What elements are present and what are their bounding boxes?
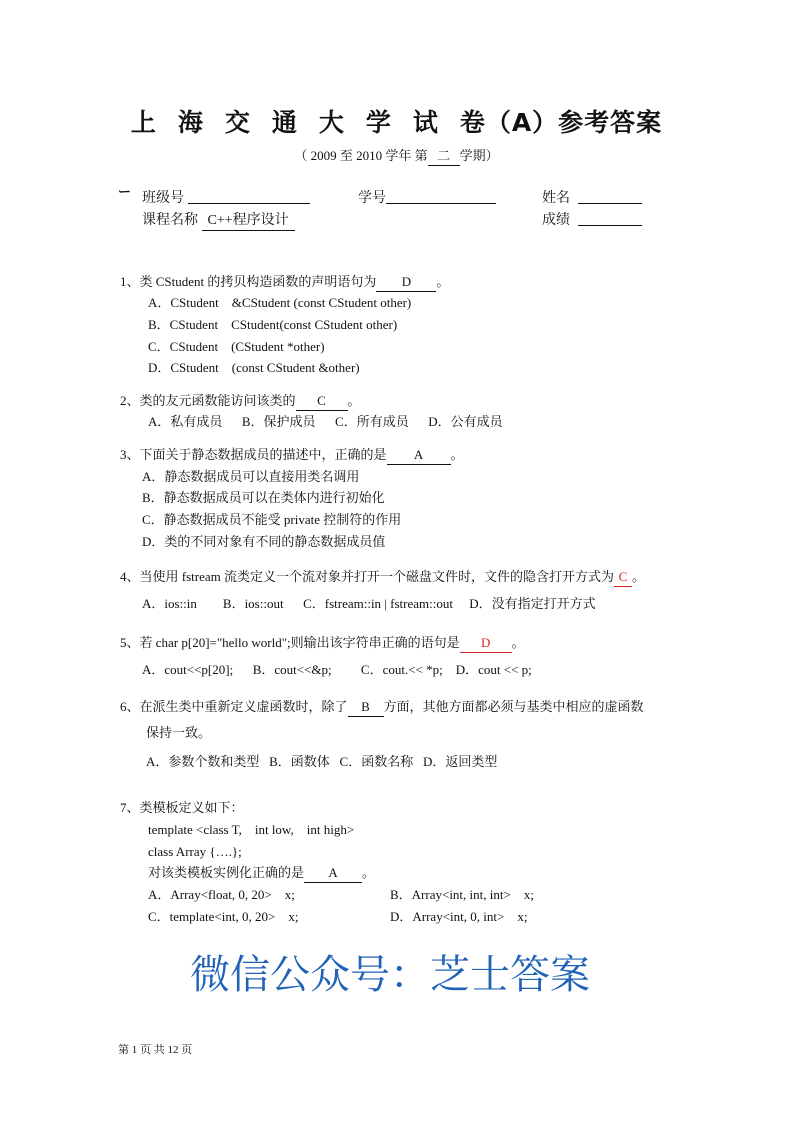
answer-blank: A: [387, 446, 451, 465]
answer-blank: D: [376, 273, 436, 292]
term-value: 二: [428, 147, 460, 166]
question-7-ask: [148, 864, 375, 883]
answer-blank: C: [296, 392, 348, 411]
option: B．CStudent CStudent(const CStudent other): [148, 317, 398, 332]
option: C．静态数据成员不能受 private 控制符的作用: [142, 512, 402, 527]
option: A．Array<float, 0, 20> x;: [148, 887, 295, 902]
course-field: [142, 212, 295, 231]
options-line: A．cout<<p[20]; B．cout<<&p; C．cout.<< *p; D．cout << p;: [142, 662, 532, 677]
question-stem-cont: 保持一致。: [146, 725, 212, 740]
question-1: [120, 273, 449, 292]
question-stem: 3、下面关于静态数据成员的描述中，正确的是: [120, 447, 387, 462]
options-line: A．参数个数和类型 B．函数体 C．函数名称 D．返回类型: [146, 754, 498, 769]
name-blank: [578, 190, 642, 204]
options-line: A．私有成员 B．保护成员 C．所有成员 D．公有成员: [148, 414, 503, 429]
answer-blank: A: [304, 864, 362, 883]
id-label: 学号: [358, 191, 386, 206]
question-stem: 对该类模板实例化正确的是: [148, 865, 305, 880]
answer-blank: C: [614, 568, 632, 587]
question-stem: 2、类的友元函数能访问该类的: [120, 393, 296, 408]
options-line: A．ios::in B．ios::out C．fstream::in | fstream::out D．没有指定打开方式: [142, 596, 596, 611]
name-label: 姓名: [542, 191, 570, 206]
page-title: [0, 106, 793, 140]
score-field: [542, 212, 642, 230]
code-line: template <class T, int low, int high>: [148, 822, 355, 837]
question-2: [120, 392, 361, 411]
code-line: class Array {….};: [148, 844, 242, 859]
question-4: [120, 568, 645, 587]
question-3: [120, 446, 464, 465]
option: A．静态数据成员可以直接用类名调用: [142, 469, 360, 484]
score-label: 成绩: [542, 213, 570, 228]
dash-mark: ー: [118, 184, 132, 199]
title-part: 卷（A）参考答案: [459, 108, 663, 137]
subtitle: [0, 147, 793, 166]
stem-end: 。: [362, 865, 376, 880]
course-value: C++程序设计: [202, 212, 295, 231]
question-6: [120, 698, 644, 717]
option: C．template<int, 0, 20> x;: [148, 909, 299, 924]
class-label: 班级号: [142, 191, 184, 206]
class-blank: [188, 190, 310, 204]
question-stem: 1、类 CStudent 的拷贝构造函数的声明语句为: [120, 274, 377, 289]
option: A．CStudent &CStudent (const CStudent other): [148, 295, 412, 310]
question-7: 7、类模板定义如下：: [120, 800, 244, 815]
course-label: 课程名称: [142, 213, 198, 228]
question-stem: 5、若 char p[20]="hello world";则输出该字符串正确的语句是: [120, 635, 460, 650]
option: D．CStudent (const CStudent &other): [148, 360, 360, 375]
watermark: 微信公众号：芝士答案: [190, 952, 590, 998]
page-footer: 第 1 页 共 12 页: [118, 1044, 193, 1056]
question-stem: 6、在派生类中重新定义虚函数时，除了: [120, 699, 348, 714]
stem-end: 。: [511, 635, 525, 650]
title-part: 上海交通大学试: [130, 108, 460, 137]
option: D．Array<int, 0, int> x;: [390, 909, 528, 924]
question-5: [120, 634, 525, 653]
stem-end: 。: [450, 447, 464, 462]
score-blank: [578, 212, 642, 226]
option: D．类的不同对象有不同的静态数据成员值: [142, 534, 386, 549]
option: B．Array<int, int, int> x;: [390, 887, 534, 902]
class-field: [142, 190, 310, 208]
option: B．静态数据成员可以在类体内进行初始化: [142, 490, 385, 505]
answer-blank: D: [460, 634, 512, 653]
stem-end: 。: [436, 274, 450, 289]
id-field: [358, 190, 496, 208]
name-field: [542, 190, 642, 208]
subtitle-post: 学期）: [459, 148, 499, 163]
stem-end: 。: [631, 569, 645, 584]
question-stem: 4、当使用 fstream 流类定义一个流对象并打开一个磁盘文件时，文件的隐含打开方式为: [120, 569, 614, 584]
option: C．CStudent (CStudent *other): [148, 339, 325, 354]
stem-end: 。: [347, 393, 361, 408]
stem-end: 方面，其他方面都必须与基类中相应的虚函数: [383, 699, 644, 714]
subtitle-pre: （ 2009 至 2010 学年 第: [294, 148, 428, 163]
id-blank: [386, 190, 496, 204]
answer-blank: B: [348, 698, 384, 717]
